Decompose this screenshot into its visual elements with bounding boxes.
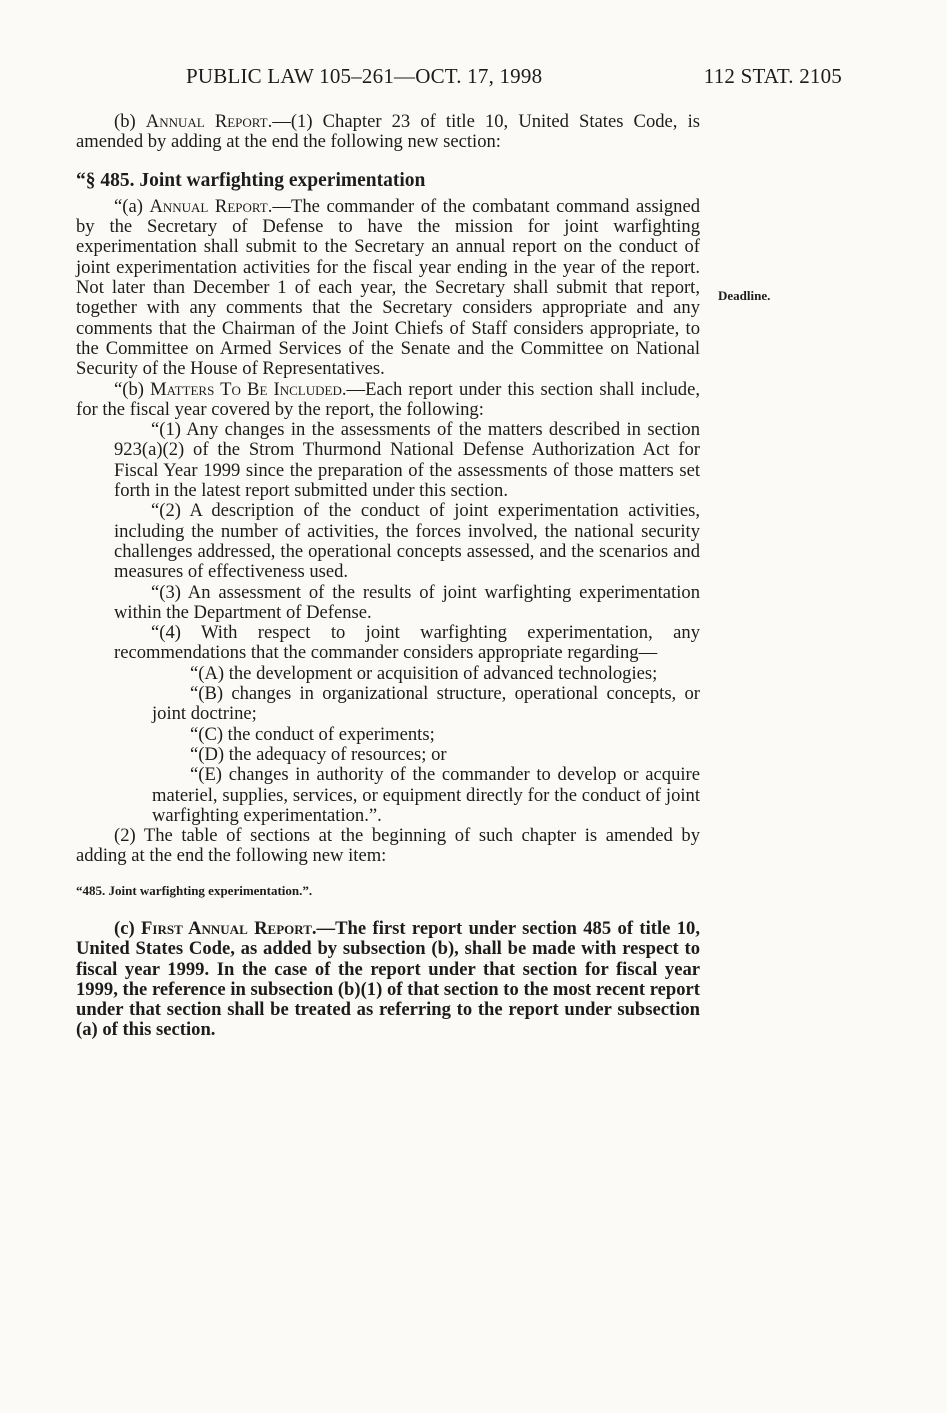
subitem-a: “(A) the development or acquisition of advanced technologies; bbox=[190, 662, 658, 684]
paragraph-c-first-annual-report: (c) First Annual Report.—The first report under section 485 of title 10, United States Code, as added by subsection (b), shall be made with respect to fiscal year 1999. In the case of the report under that section for fiscal year 1999, the reference in subsection (b)(1) of that section to the most recent report under that section shall be treated as referring to the report under subsection (a) of this section. bbox=[76, 917, 700, 1041]
subitem-b: “(B) changes in organizational structure, operational concepts, or joint doctrine; bbox=[152, 683, 700, 725]
item-4: “(4) With respect to joint warfighting experimentation, any recommendations that the commander considers appropriate regarding— bbox=[114, 622, 700, 664]
margin-note-deadline: Deadline. bbox=[718, 288, 771, 303]
item-2: “(2) A description of the conduct of joint experimentation activities, including the number of activities, the forces involved, the national security challenges addressed, the operational concepts assessed, and the scenarios and measures of effectiveness used. bbox=[114, 500, 700, 583]
paragraph-a-annual-report: “(a) Annual Report.—The commander of the combatant command assigned by the Secretary of Defense to have the mission for joint warfighting experimentation shall submit to the Secretary an annual report on the conduct of joint experimentation activities for the fiscal year ending in the year of the report. Not later than December 1 of each year, the Secretary shall submit that report, together with any comments that the Secretary considers appropriate and any comments that the Chairman of the Joint Chiefs of Staff considers appropriate, to the Committee on Armed Services of the Senate and the Committee on National Security of the House of Representatives. bbox=[76, 195, 700, 380]
paragraph-b-annual-report: (b) Annual Report.—(1) Chapter 23 of title 10, United States Code, is amended by adding at the end the following new section: bbox=[76, 111, 700, 153]
subitem-c: “(C) the conduct of experiments; bbox=[190, 723, 435, 745]
paragraph-2-table-of-sections: (2) The table of sections at the beginning of such chapter is amended by adding at the end the following new item: bbox=[76, 825, 700, 867]
item-3: “(3) An assessment of the results of joint warfighting experimentation within the Department of Defense. bbox=[114, 581, 700, 623]
document-body bbox=[76, 112, 700, 1041]
header-stat-page: 112 STAT. 2105 bbox=[703, 64, 842, 88]
section-485-heading: “§ 485. Joint warfighting experimentation bbox=[76, 169, 426, 191]
header-citation: PUBLIC LAW 105–261—OCT. 17, 1998 bbox=[186, 64, 543, 88]
paragraph-b-matters-included: “(b) Matters To Be Included.—Each report under this section shall include, for the fiscal year covered by the report, the following: bbox=[76, 378, 700, 420]
table-of-sections-item: “485. Joint warfighting experimentation.”. bbox=[76, 882, 313, 898]
subitem-e: “(E) changes in authority of the commander to develop or acquire materiel, supplies, services, or equipment directly for the conduct of joint warfighting experimentation.”. bbox=[152, 764, 700, 826]
item-1: “(1) Any changes in the assessments of the matters described in section 923(a)(2) of the Strom Thurmond National Defense Authorization Act for Fiscal Year 1999 since the preparation of the assessments of those matters set forth in the latest report submitted under this section. bbox=[114, 419, 700, 502]
subitem-d: “(D) the adequacy of resources; or bbox=[190, 743, 447, 765]
